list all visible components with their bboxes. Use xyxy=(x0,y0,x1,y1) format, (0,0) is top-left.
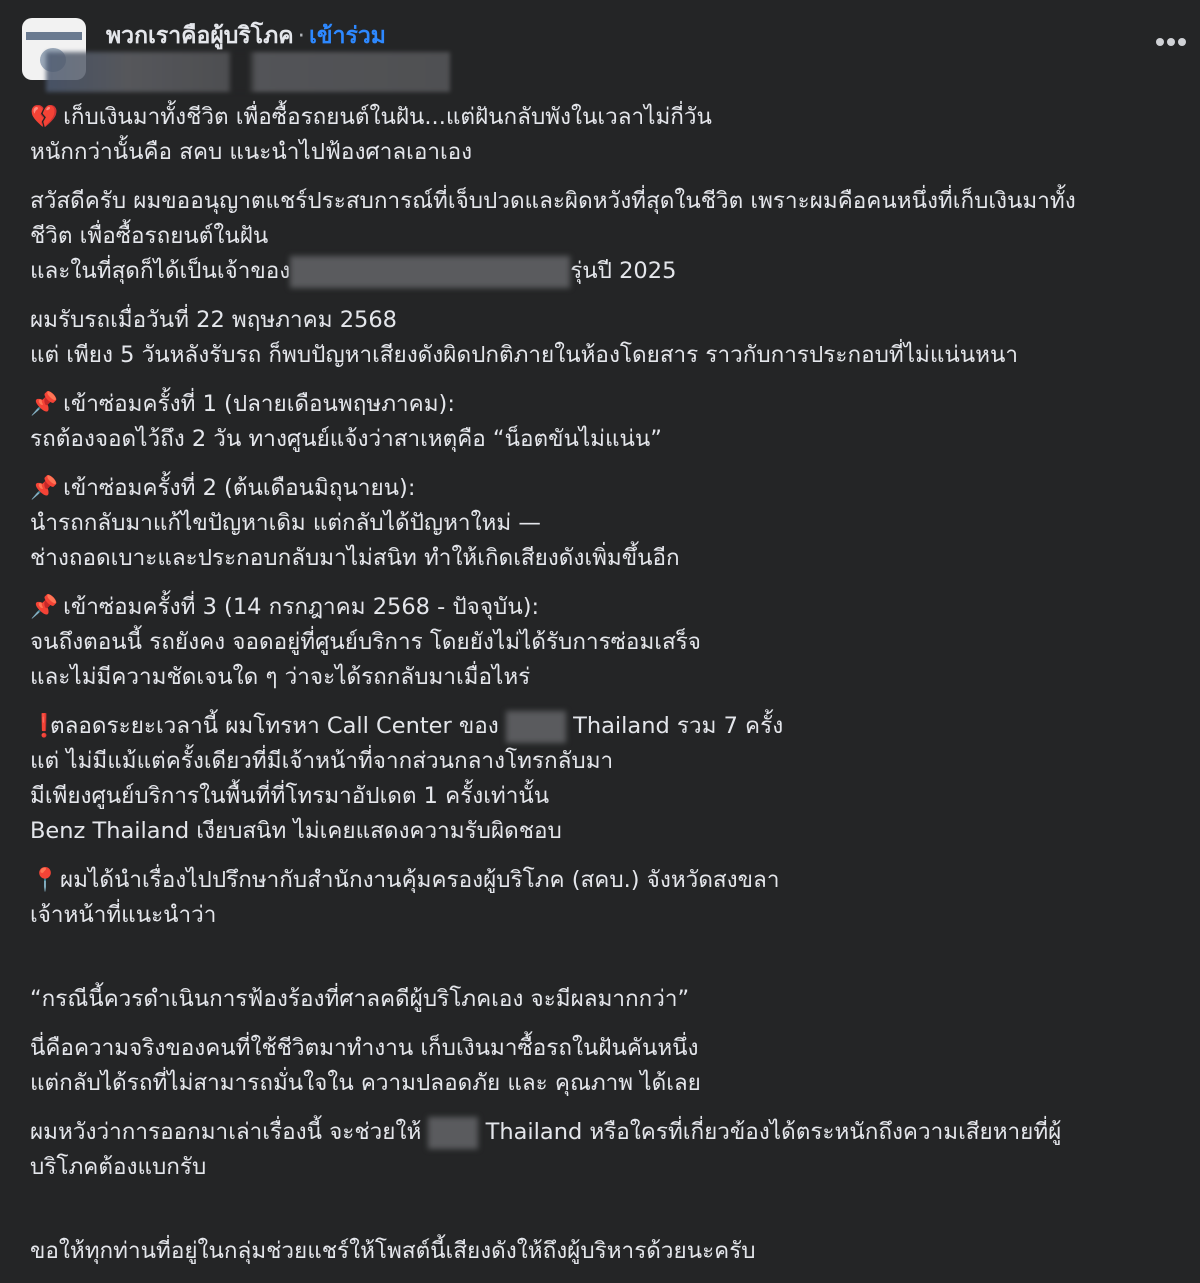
text-line: ขอให้ทุกท่านที่อยู่ในกลุ่มช่วยแชร์ให้โพสต์นี้เสียงดังให้ถึงผู้บริหารด้วยนะครับ xyxy=(30,1238,756,1264)
text-line: แต่ ไม่มีแม้แต่ครั้งเดียวที่มีเจ้าหน้าที่จากส่วนกลางโทรกลับมา xyxy=(30,748,614,774)
text-line: สวัสดีครับ ผมขออนุญาตแชร์ประสบการณ์ที่เจ็บปวดและผิดหวังที่สุดในชีวิต เพราะผมคือคนหนึ่งที่เก็บเงินมาทั้ง xyxy=(30,188,1076,214)
text-line: ผมรับรถเมื่อวันที่ 22 พฤษภาคม 2568 xyxy=(30,307,397,333)
text: Thailand รวม 7 ครั้ง xyxy=(573,713,784,739)
text-line: มีเพียงศูนย์บริการในพื้นที่ที่โทรมาอัปเดต 1 ครั้งเท่านั้น xyxy=(30,783,550,809)
paragraph xyxy=(30,387,1190,457)
paragraph xyxy=(30,1031,1190,1101)
paragraph xyxy=(30,100,1190,170)
join-group-link[interactable]: เข้าร่วม xyxy=(308,23,386,49)
text: เข้าซ่อมครั้งที่ 2 (ต้นเดือนมิถุนายน): xyxy=(63,475,416,501)
pushpin-icon: 📍 xyxy=(30,867,59,893)
paragraph xyxy=(30,1115,1190,1185)
blurred-post-meta xyxy=(46,52,450,92)
paragraph xyxy=(30,184,1190,289)
text-line: Benz Thailand เงียบสนิท ไม่เคยแสดงความรับผิดชอบ xyxy=(30,818,562,844)
paragraph xyxy=(30,303,1190,373)
exclamation-icon: ❗ xyxy=(30,713,59,739)
text-line: บริโภคต้องแบกรับ xyxy=(30,1154,207,1180)
text: เข้าซ่อมครั้งที่ 3 (14 กรกฎาคม 2568 - ปัจจุบัน): xyxy=(63,594,540,620)
text: และในที่สุดก็ได้เป็นเจ้าของ xyxy=(30,258,291,284)
post-body xyxy=(30,100,1190,1283)
more-dot-icon xyxy=(1156,38,1164,46)
paragraph xyxy=(30,982,1190,1017)
text: รุ่นปี 2025 xyxy=(570,258,677,284)
text-line: และไม่มีความชัดเจนใด ๆ ว่าจะได้รถกลับมาเมื่อไหร่ xyxy=(30,664,531,690)
paragraph xyxy=(30,863,1190,933)
text: เข้าซ่อมครั้งที่ 1 (ปลายเดือนพฤษภาคม): xyxy=(63,391,455,417)
paragraph xyxy=(30,709,1190,849)
text-line xyxy=(30,709,1190,744)
blurred-brand xyxy=(428,1117,478,1149)
more-dot-icon xyxy=(1167,38,1175,46)
quote-line: “กรณีนี้ควรดำเนินการฟ้องร้องที่ศาลคดีผู้บริโภคเอง จะมีผลมากกว่า” xyxy=(30,986,690,1012)
text-line xyxy=(30,100,1190,135)
text-line xyxy=(30,254,1190,289)
text: ผมหวังว่าการออกมาเล่าเรื่องนี้ จะช่วยให้ xyxy=(30,1119,422,1145)
text-line xyxy=(30,863,1190,898)
text-line: เจ้าหน้าที่แนะนำว่า xyxy=(30,902,217,928)
pin-icon: 📌 xyxy=(30,594,59,620)
broken-heart-icon: 💔 xyxy=(30,104,59,130)
text-line: แต่ เพียง 5 วันหลังรับรถ ก็พบปัญหาเสียงดังผิดปกติภายในห้องโดยสาร ราวกับการประกอบที่ไม่แน่นหนา xyxy=(30,342,1018,368)
blurred-car-model xyxy=(290,256,570,288)
text-line: หนักกว่านั้นคือ สคบ แนะนำไปฟ้องศาลเอาเอง xyxy=(30,139,473,165)
text-line: นี่คือความจริงของคนที่ใช้ชีวิตมาทำงาน เก็บเงินมาซื้อรถในฝันคันหนึ่ง xyxy=(30,1035,699,1061)
group-name-link[interactable]: พวกเราคือผู้บริโภค xyxy=(106,23,294,49)
text-line: ชีวิต เพื่อซื้อรถยนต์ในฝัน xyxy=(30,223,269,249)
separator: · xyxy=(297,23,305,49)
text-line xyxy=(30,387,1190,422)
text: ตลอดระยะเวลานี้ ผมโทรหา Call Center ของ xyxy=(50,713,499,739)
text: Thailand หรือใครที่เกี่ยวข้องได้ตระหนักถึงความเสียหายที่ผู้ xyxy=(485,1119,1062,1145)
text-line: จนถึงตอนนี้ รถยังคง จอดอยู่ที่ศูนย์บริการ โดยยังไม่ได้รับการซ่อมเสร็จ xyxy=(30,629,701,655)
text-line xyxy=(30,471,1190,506)
more-dot-icon xyxy=(1178,38,1186,46)
text: เก็บเงินมาทั้งชีวิต เพื่อซื้อรถยนต์ในฝัน...แต่ฝันกลับพังในเวลาไม่กี่วัน xyxy=(63,104,712,130)
pin-icon: 📌 xyxy=(30,391,59,417)
text-line: รถต้องจอดไว้ถึง 2 วัน ทางศูนย์แจ้งว่าสาเหตุคือ “น็อตขันไม่แน่น” xyxy=(30,426,662,452)
paragraph xyxy=(30,471,1190,576)
text-line: นำรถกลับมาแก้ไขปัญหาเดิม แต่กลับได้ปัญหาใหม่ — xyxy=(30,510,541,536)
post-header xyxy=(106,18,386,54)
pin-icon: 📌 xyxy=(30,475,59,501)
text-line: ช่างถอดเบาะและประกอบกลับมาไม่สนิท ทำให้เกิดเสียงดังเพิ่มขึ้นอีก xyxy=(30,545,680,571)
more-options-button[interactable] xyxy=(1156,38,1186,46)
paragraph xyxy=(30,590,1190,695)
blurred-brand xyxy=(506,711,566,743)
text-line xyxy=(30,590,1190,625)
paragraph xyxy=(30,1234,1190,1269)
text-line: แต่กลับได้รถที่ไม่สามารถมั่นใจใน ความปลอดภัย และ คุณภาพ ได้เลย xyxy=(30,1070,701,1096)
text: ผมได้นำเรื่องไปปรึกษากับสำนักงานคุ้มครองผู้บริโภค (สคบ.) จังหวัดสงขลา xyxy=(60,867,780,893)
text-line xyxy=(30,1115,1190,1150)
